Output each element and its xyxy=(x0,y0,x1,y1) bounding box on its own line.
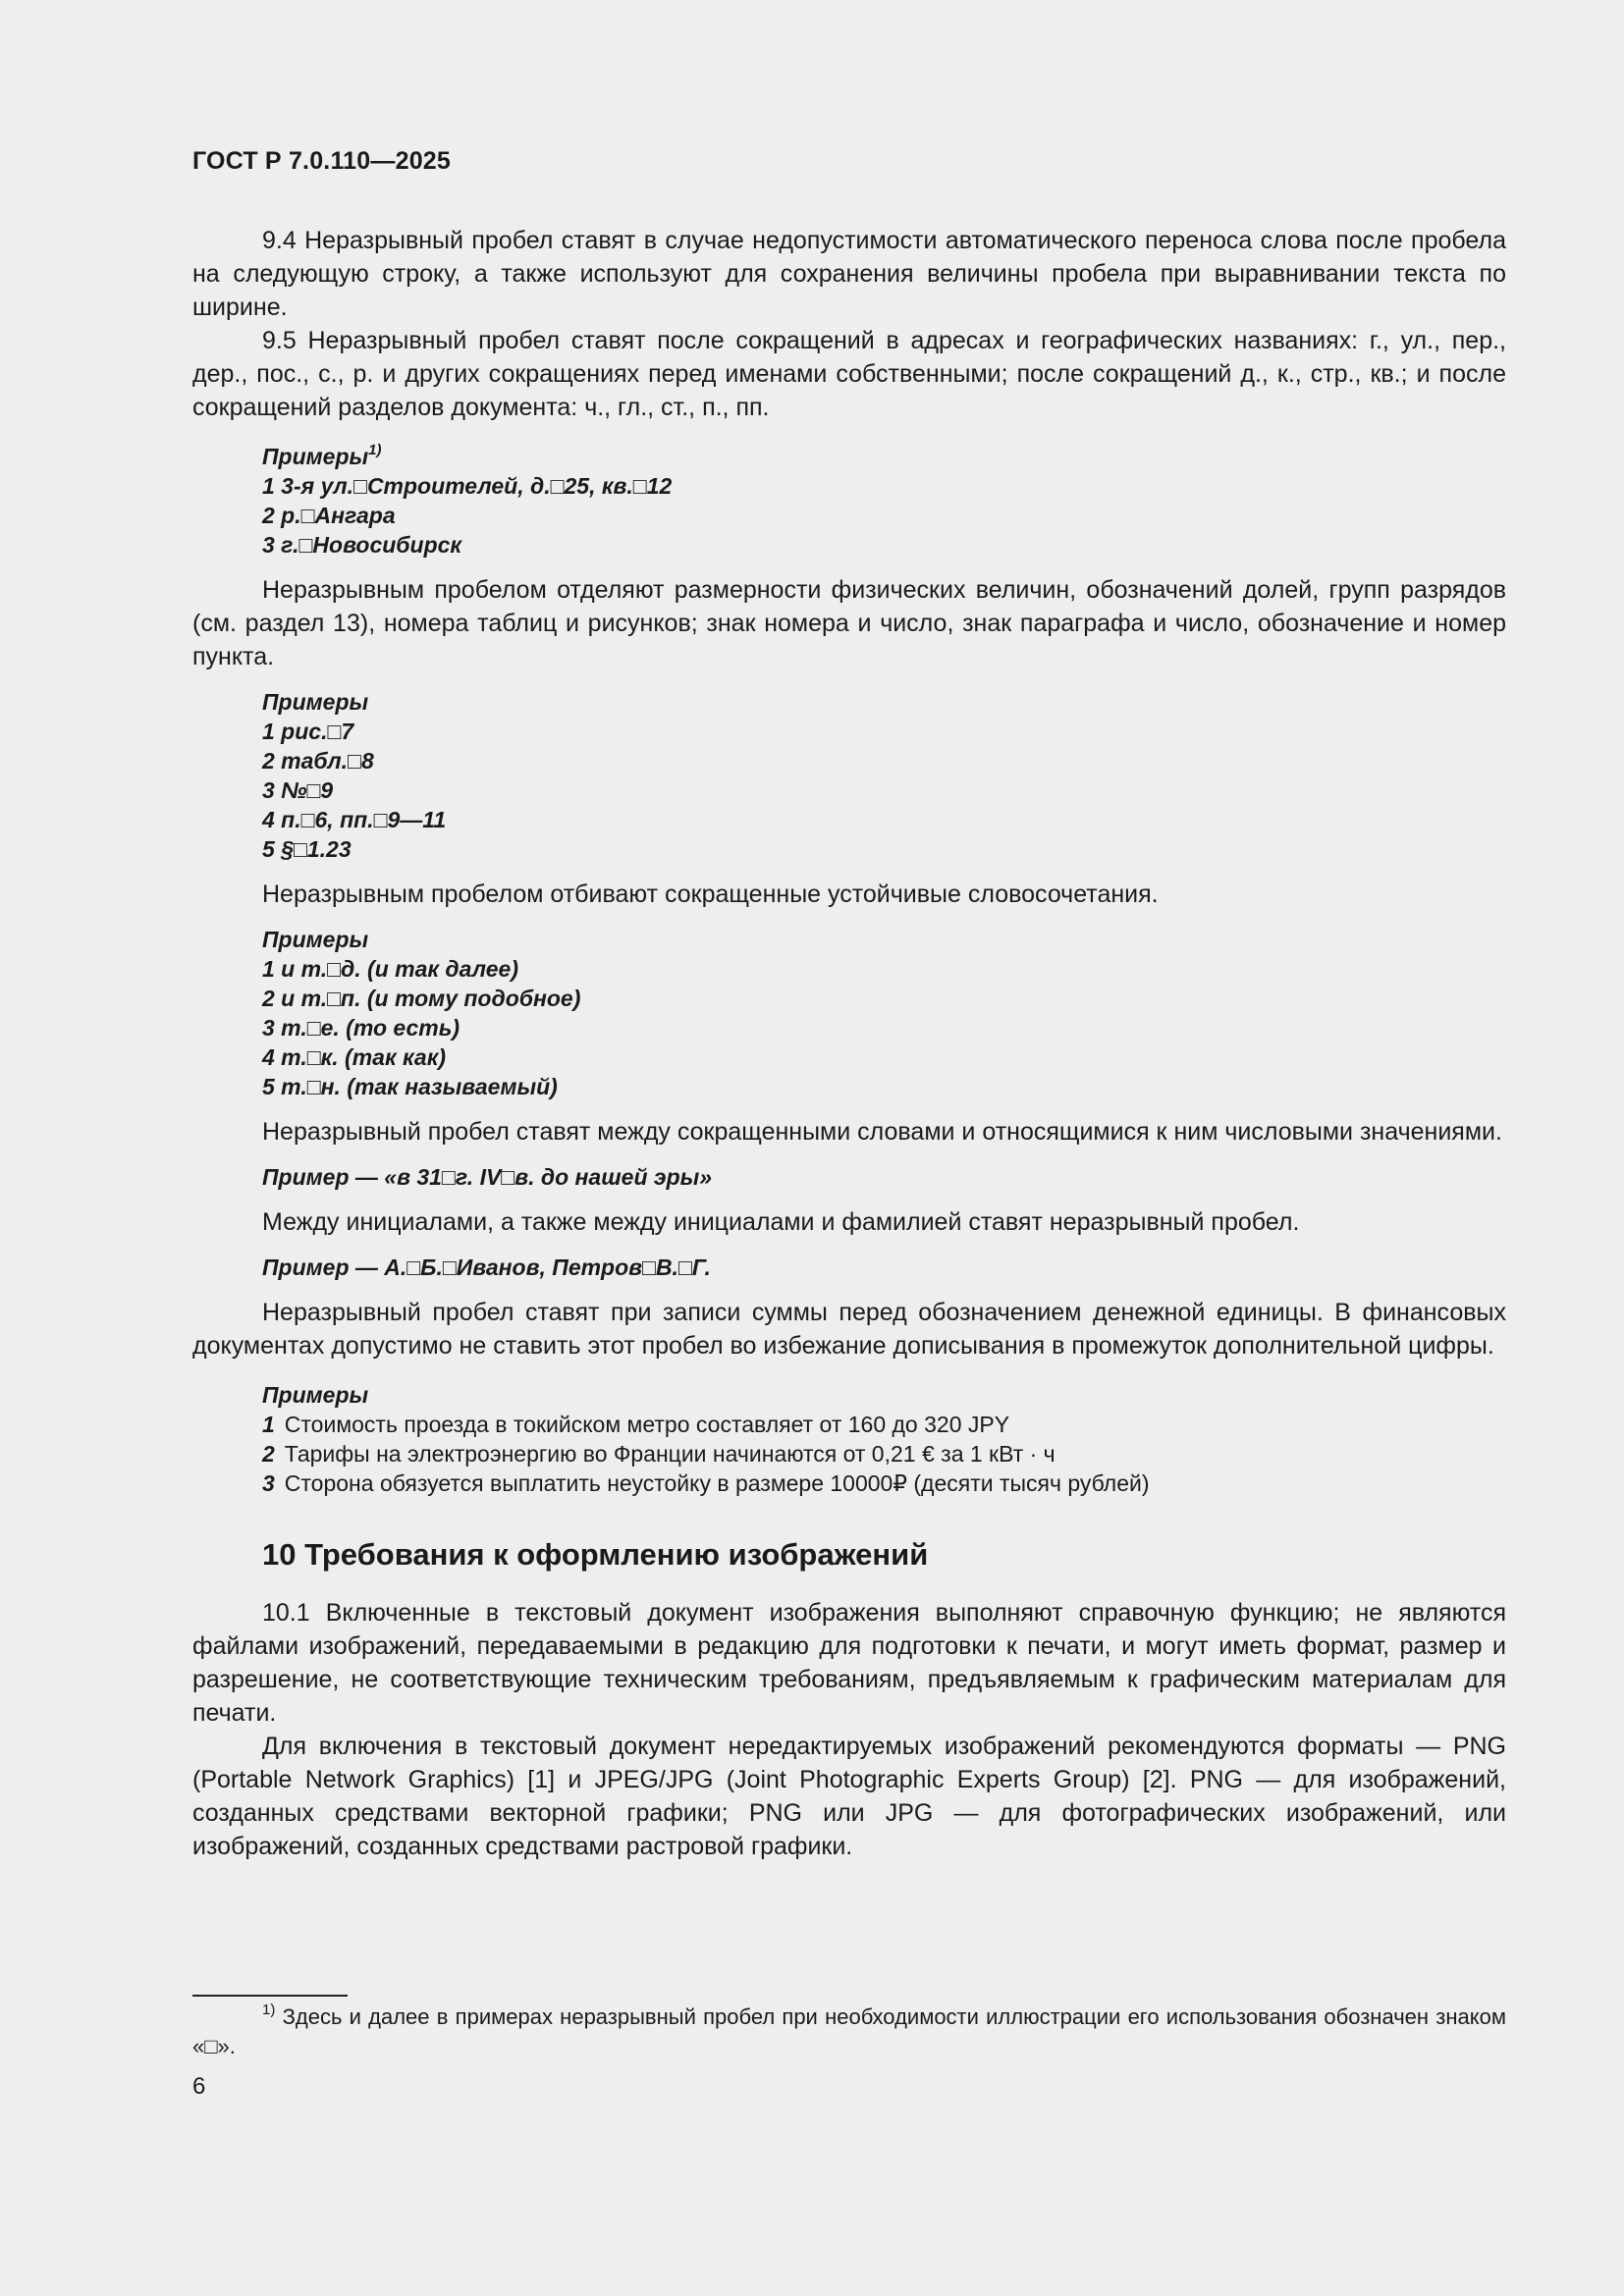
example-item: 2 табл.□8 xyxy=(262,748,374,774)
footnote-separator xyxy=(192,1995,348,1997)
example-item xyxy=(262,1410,1506,1439)
paragraph-phrases: Неразрывным пробелом отбивают сокращенные устойчивые словосочетания. xyxy=(262,881,1159,908)
page-content xyxy=(192,224,1506,1863)
examples-heading-2: Примеры xyxy=(262,689,369,715)
example-item: 2 и т.□п. (и тому подобное) xyxy=(262,986,581,1011)
example-item xyxy=(262,1439,1506,1468)
section-10-title: 10 Требования к оформлению изображений xyxy=(262,1537,929,1572)
example-item: 3 г.□Новосибирск xyxy=(262,532,462,558)
document-code-header: ГОСТ Р 7.0.110—2025 xyxy=(192,147,452,175)
examples-heading-1 xyxy=(262,442,1506,471)
paragraph-numeric-values: Неразрывный пробел ставят между сокращенными словами и относящимися к ним числовыми значениями. xyxy=(262,1118,1502,1146)
example-era: Пример — «в 31□г. IV□в. до нашей эры» xyxy=(262,1164,713,1190)
paragraph-money: Неразрывный пробел ставят при записи суммы перед обозначением денежной единицы. В финансовых документах допустимо не ставить этот пробел во избежание дописывания в промежуток дополнительной цифры. xyxy=(192,1299,1506,1360)
footnote xyxy=(192,2002,1506,2061)
footnote-mark: 1) xyxy=(262,2002,276,2018)
example-text: Тарифы на электроэнергию во Франции начинаются от 0,21 € за 1 кВт · ч xyxy=(284,1441,1056,1467)
paragraph-9-5: 9.5 Неразрывный пробел ставят после сокращений в адресах и географических названиях: г., ул., пер., дер., пос., с., р. и других сокращениях перед именами собственными; после сокращений д., к., стр., кв.; и после сокращений разделов документа: ч., гл., ст., п., пп. xyxy=(192,327,1506,421)
page-number: 6 xyxy=(192,2073,206,2100)
example-item: 4 т.□к. (так как) xyxy=(262,1044,447,1070)
example-item: 4 п.□6, пп.□9—11 xyxy=(262,807,447,832)
example-item: 5 т.□н. (так называемый) xyxy=(262,1074,558,1099)
example-text: Стоимость проезда в токийском метро составляет от 160 до 320 JPY xyxy=(284,1412,1010,1437)
paragraph-9-4: 9.4 Неразрывный пробел ставят в случае недопустимости автоматического переноса слова после пробела на следующую строку, а также используют для сохранения величины пробела при выравнивании текста по ширине. xyxy=(192,227,1506,321)
example-item: 1 рис.□7 xyxy=(262,719,354,744)
example-text: Сторона обязуется выплатить неустойку в размере 10000₽ (десяти тысяч рублей) xyxy=(284,1470,1150,1496)
example-number: 2 xyxy=(262,1441,275,1467)
example-item: 1 3-я ул.□Строителей, д.□25, кв.□12 xyxy=(262,473,673,499)
paragraph-formats: Для включения в текстовый документ нередактируемых изображений рекомендуются форматы — PNG (Portable Network Graphics) [1] и JPEG/JPG (Joint Photographic Experts Group) [2]. PNG — для изображений, созданных средствами векторной графики; PNG или JPG — для фотографических изображений, или изображений, созданных средствами растровой графики. xyxy=(192,1733,1506,1860)
footnote-reference: 1) xyxy=(368,442,382,458)
example-number: 1 xyxy=(262,1412,275,1437)
footnote-text: Здесь и далее в примерах неразрывный пробел при необходимости иллюстрации его использования обозначен знаком «□». xyxy=(192,2004,1506,2058)
example-item: 2 р.□Ангара xyxy=(262,503,396,528)
examples-heading-3: Примеры xyxy=(262,927,369,952)
examples-heading-1-text: Примеры xyxy=(262,444,369,469)
example-item: 5 §□1.23 xyxy=(262,836,352,862)
example-item: 1 и т.□д. (и так далее) xyxy=(262,956,518,982)
paragraph-dimensions: Неразрывным пробелом отделяют размерности физических величин, обозначений долей, групп разрядов (см. раздел 13), номера таблиц и рисунков; знак номера и число, знак параграфа и число, обозначение и номер пункта. xyxy=(192,576,1506,670)
example-item xyxy=(262,1468,1506,1498)
examples-heading-4: Примеры xyxy=(262,1382,369,1408)
paragraph-initials: Между инициалами, а также между инициалами и фамилией ставят неразрывный пробел. xyxy=(262,1208,1300,1236)
example-initials: Пример — А.□Б.□Иванов, Петров□В.□Г. xyxy=(262,1255,711,1280)
example-item: 3 т.□е. (то есть) xyxy=(262,1015,460,1041)
paragraph-10-1: 10.1 Включенные в текстовый документ изображения выполняют справочную функцию; не являются файлами изображений, передаваемыми в редакцию для подготовки к печати, и могут иметь формат, размер и разрешение, не соответствующие техническим требованиям, предъявляемым к графическим материалам для печати. xyxy=(192,1599,1506,1727)
example-number: 3 xyxy=(262,1470,275,1496)
example-item: 3 №□9 xyxy=(262,777,334,803)
